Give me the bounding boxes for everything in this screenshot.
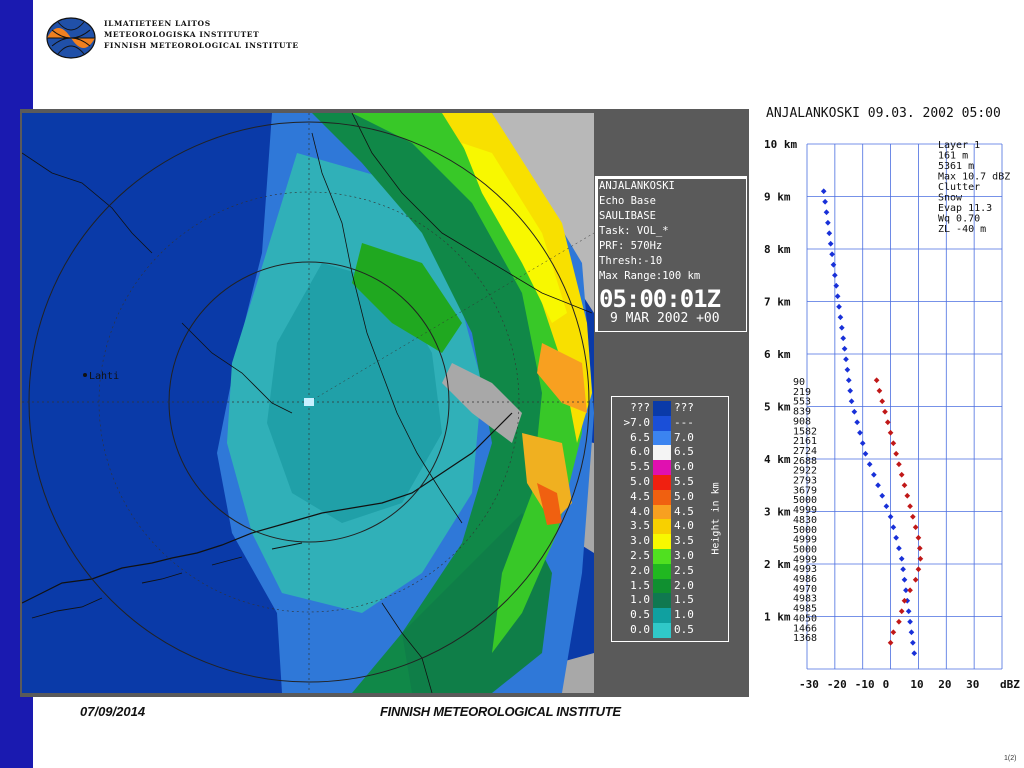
legend-swatch	[653, 431, 671, 446]
blue-series-point	[900, 566, 906, 572]
blue-series-point	[821, 188, 827, 194]
legend-row	[612, 593, 728, 608]
y-axis-label: 7 km	[764, 295, 791, 309]
blue-series-point	[846, 377, 852, 383]
profile-info-line: Layer 1	[938, 140, 981, 151]
legend-swatch	[653, 549, 671, 564]
red-series-point	[893, 451, 899, 457]
sample-count: 2688	[793, 455, 818, 467]
sample-count: 553	[793, 396, 812, 408]
x-axis-label: dBZ	[1000, 678, 1020, 691]
blue-series-point	[909, 629, 915, 635]
legend-swatch	[653, 608, 671, 623]
y-axis-label: 2 km	[764, 558, 791, 571]
blue-series-point	[822, 199, 828, 205]
red-series-point	[916, 535, 922, 541]
blue-series-point	[884, 503, 890, 509]
sample-count: 4999	[793, 534, 818, 546]
legend-high-value: 6.0	[674, 460, 694, 474]
legend-high-value: 3.5	[674, 534, 694, 548]
red-series-point	[917, 545, 923, 551]
fmi-logo-icon	[46, 16, 96, 60]
lahti-label: Lahti	[89, 371, 120, 382]
legend-swatch	[653, 534, 671, 549]
legend-swatch	[653, 416, 671, 431]
red-series-point	[888, 640, 894, 646]
blue-series-point	[824, 209, 830, 215]
legend-low-value: 4.0	[630, 504, 650, 518]
y-axis-label: 5 km	[764, 400, 791, 414]
legend-swatch	[653, 579, 671, 594]
blue-series-point	[879, 493, 885, 499]
legend-high-value: 0.5	[674, 623, 694, 636]
info-date: 9 MAR 2002 +00	[610, 311, 720, 326]
profile-info-line: 161 m	[938, 150, 969, 162]
legend-low-value: 3.5	[630, 519, 650, 533]
legend-low-value: 1.5	[630, 578, 650, 592]
red-series-point	[907, 503, 913, 509]
info-site: ANJALANKOSKI	[599, 180, 675, 192]
legend-high-value: 4.0	[674, 519, 694, 533]
info-task: Task: VOL_*	[599, 225, 669, 237]
blue-series-point	[888, 514, 894, 520]
legend-low-value: 0.5	[630, 608, 650, 622]
sample-count: 1368	[793, 633, 818, 645]
legend-swatch	[653, 564, 671, 579]
red-series-point	[891, 440, 897, 446]
profile-info-line: Clutter	[938, 182, 981, 193]
legend-high-value: ---	[674, 415, 694, 429]
y-axis-label: 9 km	[764, 190, 791, 204]
blue-series-point	[860, 440, 866, 446]
legend-swatch	[653, 623, 671, 638]
sample-count: 908	[793, 416, 812, 428]
info-product-code: SAULIBASE	[599, 210, 656, 222]
y-axis-label: 6 km	[764, 348, 791, 361]
height-legend	[611, 396, 729, 642]
blue-series-point	[852, 409, 858, 415]
sample-count: 4970	[793, 583, 818, 595]
red-series-point	[879, 398, 885, 404]
blue-series-point	[843, 356, 849, 362]
legend-row	[612, 401, 728, 416]
sample-count: 1466	[793, 623, 818, 635]
legend-low-value: 3.0	[630, 534, 650, 548]
blue-series-point	[836, 304, 842, 310]
sample-count: 839	[793, 406, 812, 418]
profile-info-line: Snow	[938, 192, 963, 204]
legend-low-value: 1.0	[630, 593, 650, 607]
sample-count: 2793	[793, 475, 818, 487]
blue-series-point	[849, 398, 855, 404]
blue-series-point	[840, 335, 846, 341]
legend-high-value: 5.0	[674, 489, 694, 503]
legend-swatch	[653, 460, 671, 475]
blue-series-point	[854, 419, 860, 425]
legend-high-value: 2.0	[674, 578, 694, 592]
fmi-logo	[46, 14, 306, 62]
y-axis-label: 4 km	[764, 453, 791, 466]
blue-series-point	[832, 272, 838, 278]
logo-line-fi: ILMATIETEEN LAITOS	[104, 19, 211, 28]
legend-axis	[708, 457, 722, 587]
legend-low-value: 2.5	[630, 549, 650, 562]
x-axis-label: -10	[854, 678, 875, 691]
info-prf: PRF: 570Hz	[599, 240, 663, 252]
y-axis-label: 3 km	[764, 505, 791, 519]
legend-low-value: 5.0	[630, 475, 650, 488]
red-series-point	[896, 619, 902, 625]
blue-series-point	[838, 314, 844, 320]
legend-high-value: 1.5	[674, 593, 694, 607]
radar-info-box	[595, 176, 747, 332]
footer-date: 07/09/2014	[80, 704, 146, 719]
legend-high-value: 5.5	[674, 475, 694, 488]
legend-axis-label: Height in km	[710, 482, 722, 555]
red-series-point	[910, 514, 916, 520]
legend-swatch	[653, 593, 671, 608]
blue-series-point	[857, 430, 863, 436]
x-axis-label: 30	[966, 678, 980, 691]
blue-series-point	[899, 556, 905, 562]
legend-low-value: 5.5	[630, 460, 650, 474]
sample-count: 4999	[793, 505, 818, 517]
red-series-point	[888, 430, 894, 436]
legend-high-value: 7.0	[674, 430, 694, 444]
legend-swatch	[653, 475, 671, 490]
blue-series-point	[896, 545, 902, 551]
legend-swatch	[653, 445, 671, 460]
sample-count: 4986	[793, 574, 818, 585]
legend-swatch	[653, 490, 671, 505]
sample-count: 90	[793, 377, 806, 388]
profile-info-line: ZL -40 m	[938, 224, 987, 235]
info-time: 05:00:01Z	[599, 285, 721, 313]
sample-count: 3679	[793, 485, 818, 497]
sample-count: 5000	[793, 524, 818, 536]
blue-series-point	[911, 650, 917, 656]
red-series-point	[882, 409, 888, 415]
legend-high-value: 3.0	[674, 549, 694, 562]
red-series-point	[899, 608, 905, 614]
blue-series-point	[847, 388, 853, 394]
sample-count: 2161	[793, 436, 818, 448]
blue-series-point	[902, 577, 908, 583]
red-series-point	[902, 482, 908, 488]
x-axis-label: -30	[799, 678, 819, 691]
info-max-range: Max Range:100 km	[599, 270, 701, 282]
profile-title: ANJALANKOSKI 09.03. 2002 05:00	[766, 106, 1001, 121]
sample-count: 2724	[793, 445, 818, 457]
legend-low-value: 2.0	[630, 563, 650, 577]
legend-low-value: 0.0	[630, 623, 650, 636]
red-series-point	[885, 419, 891, 425]
legend-row	[612, 623, 728, 638]
info-threshold: Thresh:-10	[599, 255, 663, 267]
legend-high-value: 6.5	[674, 445, 694, 459]
blue-series-point	[875, 482, 881, 488]
sample-count: 4993	[793, 564, 818, 576]
red-series-point	[891, 629, 897, 635]
radar-echo-base-map	[22, 113, 594, 693]
blue-series-point	[842, 346, 848, 352]
blue-series-point	[826, 230, 832, 236]
legend-swatch	[653, 519, 671, 534]
blue-series-point	[828, 241, 834, 247]
legend-row	[612, 608, 728, 623]
sample-count: 2922	[793, 465, 818, 477]
legend-low-value: >7.0	[623, 415, 650, 429]
sample-count: 5000	[793, 544, 818, 556]
profile-info-line: Wq 0.70	[938, 213, 981, 225]
profile-info-line: 5361 m	[938, 161, 975, 172]
legend-low-value: 6.0	[630, 445, 650, 459]
blue-series-point	[891, 524, 897, 530]
legend-low-value: 6.5	[630, 430, 650, 444]
sample-count: 1582	[793, 426, 818, 438]
red-series-point	[899, 472, 905, 478]
legend-high-value: 2.5	[674, 563, 694, 577]
logo-line-sv: METEOROLOGISKA INSTITUTET	[104, 30, 260, 39]
blue-series-point	[910, 640, 916, 646]
blue-series-point	[867, 461, 873, 467]
blue-series-point	[863, 451, 869, 457]
legend-row	[612, 431, 728, 446]
red-series-point	[874, 377, 880, 383]
red-series-point	[877, 388, 883, 394]
logo-line-en: FINNISH METEOROLOGICAL INSTITUTE	[104, 41, 299, 50]
sample-count: 4983	[793, 593, 818, 605]
logo-text	[104, 18, 299, 51]
sample-count: 4050	[793, 613, 818, 625]
sample-count: 4985	[793, 603, 818, 615]
y-axis-label: 10 km	[764, 138, 798, 151]
legend-high-value: 1.0	[674, 608, 694, 622]
red-series-point	[907, 587, 913, 593]
sample-count: 4999	[793, 554, 818, 566]
blue-series-point	[906, 608, 912, 614]
blue-series-point	[907, 619, 913, 625]
vertical-profile-chart	[762, 136, 1024, 696]
red-series-point	[913, 524, 919, 530]
red-series-point	[916, 566, 922, 572]
legend-swatch	[653, 401, 671, 416]
legend-high-value: ???	[674, 401, 694, 414]
blue-series-point	[833, 283, 839, 289]
page-number: 1(2)	[1004, 755, 1017, 762]
sample-count: 5000	[793, 495, 818, 507]
legend-low-value: ???	[630, 401, 650, 414]
blue-series-point	[845, 367, 851, 373]
legend-row	[612, 416, 728, 431]
blue-series-point	[831, 262, 837, 268]
blue-series-point	[871, 472, 877, 478]
info-product: Echo Base	[599, 195, 656, 207]
y-axis-label: 8 km	[764, 243, 791, 256]
legend-high-value: 4.5	[674, 504, 694, 518]
legend-low-value: 4.5	[630, 489, 650, 503]
legend-swatch	[653, 505, 671, 520]
blue-series-point	[839, 325, 845, 331]
blue-series-point	[835, 293, 841, 299]
footer-org: FINNISH METEOROLOGICAL INSTITUTE	[380, 704, 621, 719]
blue-series-point	[825, 220, 831, 226]
red-series-point	[913, 577, 919, 583]
blue-series-point	[893, 535, 899, 541]
sample-count: 219	[793, 386, 812, 398]
profile-info-line: Evap 11.3	[938, 203, 993, 214]
red-series-point	[904, 493, 910, 499]
profile-info-line: Max 10.7 dBZ	[938, 171, 1011, 183]
x-axis-label: 10	[910, 678, 924, 691]
sample-count: 4830	[793, 514, 818, 526]
x-axis-label: 0	[882, 678, 890, 691]
blue-series-point	[829, 251, 835, 257]
y-axis-label: 1 km	[764, 610, 791, 624]
x-axis-label: 20	[938, 678, 952, 691]
x-axis-label: -20	[826, 678, 847, 691]
red-series-point	[896, 461, 902, 467]
